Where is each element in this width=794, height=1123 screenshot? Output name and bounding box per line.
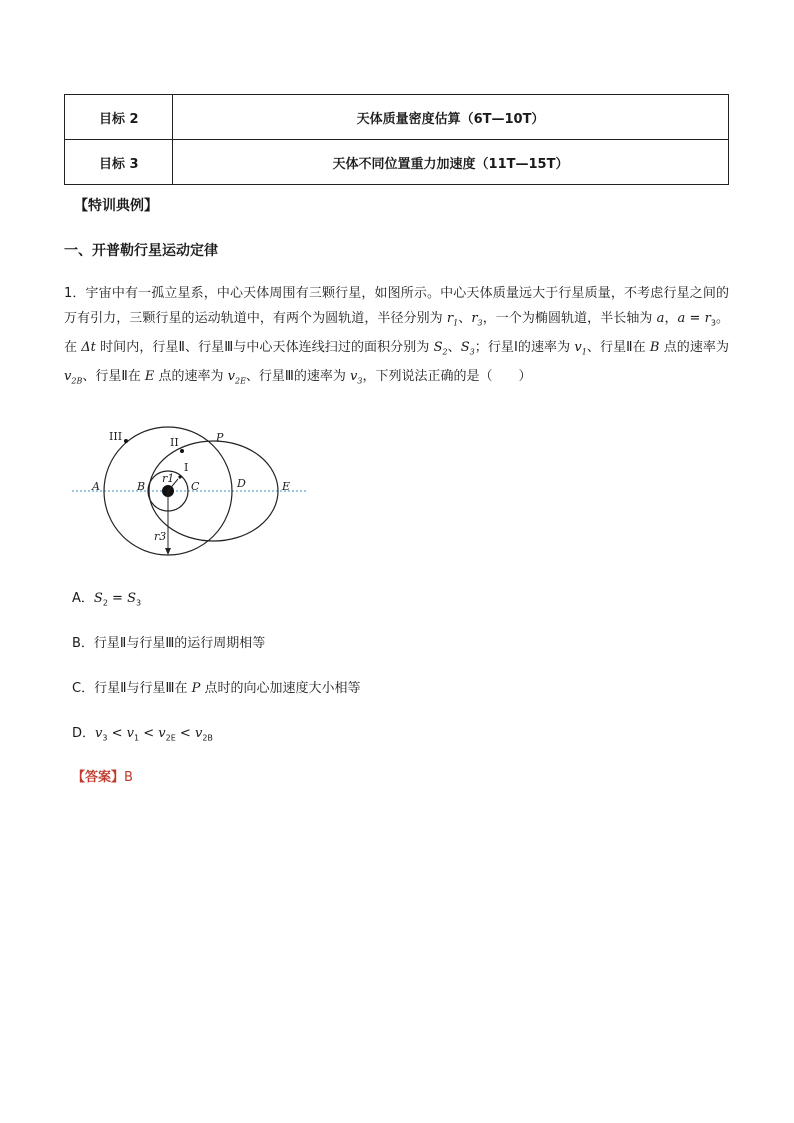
goal-content: 天体不同位置重力加速度（11T—15T）	[173, 140, 729, 185]
option-b[interactable]: B．行星Ⅱ与行星Ⅲ的运行周期相等	[72, 636, 266, 651]
goal-row	[65, 140, 729, 185]
question-number: 1．	[64, 286, 86, 301]
planet-iii	[124, 439, 128, 443]
answer-value: B	[124, 770, 133, 785]
label-i: I	[184, 461, 189, 474]
option-d[interactable]: D．$v_3 < v_1 < v_{2E} < v_{2B}$	[72, 726, 213, 743]
label-p: P	[216, 431, 224, 444]
goal-content: 天体质量密度估算（6T—10T）	[173, 95, 729, 140]
label-a: A	[92, 480, 100, 493]
planet-ii	[180, 449, 184, 453]
goal-label: 目标 2	[65, 95, 173, 140]
orbit-diagram	[70, 424, 310, 564]
answer-tag: 【答案】	[72, 770, 125, 785]
goal-row	[65, 95, 729, 140]
option-a[interactable]: A．$S_2 = S_3$	[72, 591, 142, 608]
label-r1: r1	[162, 472, 175, 485]
label-e: E	[282, 480, 291, 493]
arrow-r3	[165, 548, 171, 555]
label-d: D	[237, 477, 246, 490]
option-c[interactable]: C．行星Ⅱ与行星Ⅲ在 P 点时的向心加速度大小相等	[72, 681, 361, 696]
label-b: B	[137, 480, 146, 493]
section-title: 【特训典例】	[74, 198, 158, 214]
label-c: C	[191, 480, 200, 493]
answer	[72, 766, 133, 785]
label-ii: II	[170, 436, 179, 449]
label-iii: III	[109, 430, 123, 443]
planet-i	[178, 475, 181, 478]
goals-table	[64, 94, 729, 185]
label-r3: r3	[154, 530, 167, 543]
question-text: 1．宇宙中有一孤立星系，中心天体周围有三颗行星，如图所示。中心天体质量远大于行星质量，不考虑行星之间的万有引力，三颗行星的运动轨道中，有两个为圆轨道，半径分别为 $r_1$、$r_3$，一个为椭圆轨道，半长轴为 a，$a = r_3$。在 Δt 时间内，行星Ⅱ、行星Ⅲ与中心天体连线扫过的面积分别为 $S_2$、$S_3$；行星Ⅰ的速率为 $v_1$、行星Ⅱ在 B 点的速率为 $v_{2B}$、行星Ⅱ在 E 点的速率为 $v_{2E}$、行星Ⅲ的速率为 $v_3$，下列说法正确的是（ ）	[64, 286, 729, 386]
subsection-title: 一、开普勒行星运动定律	[64, 243, 218, 259]
goal-label: 目标 3	[65, 140, 173, 185]
